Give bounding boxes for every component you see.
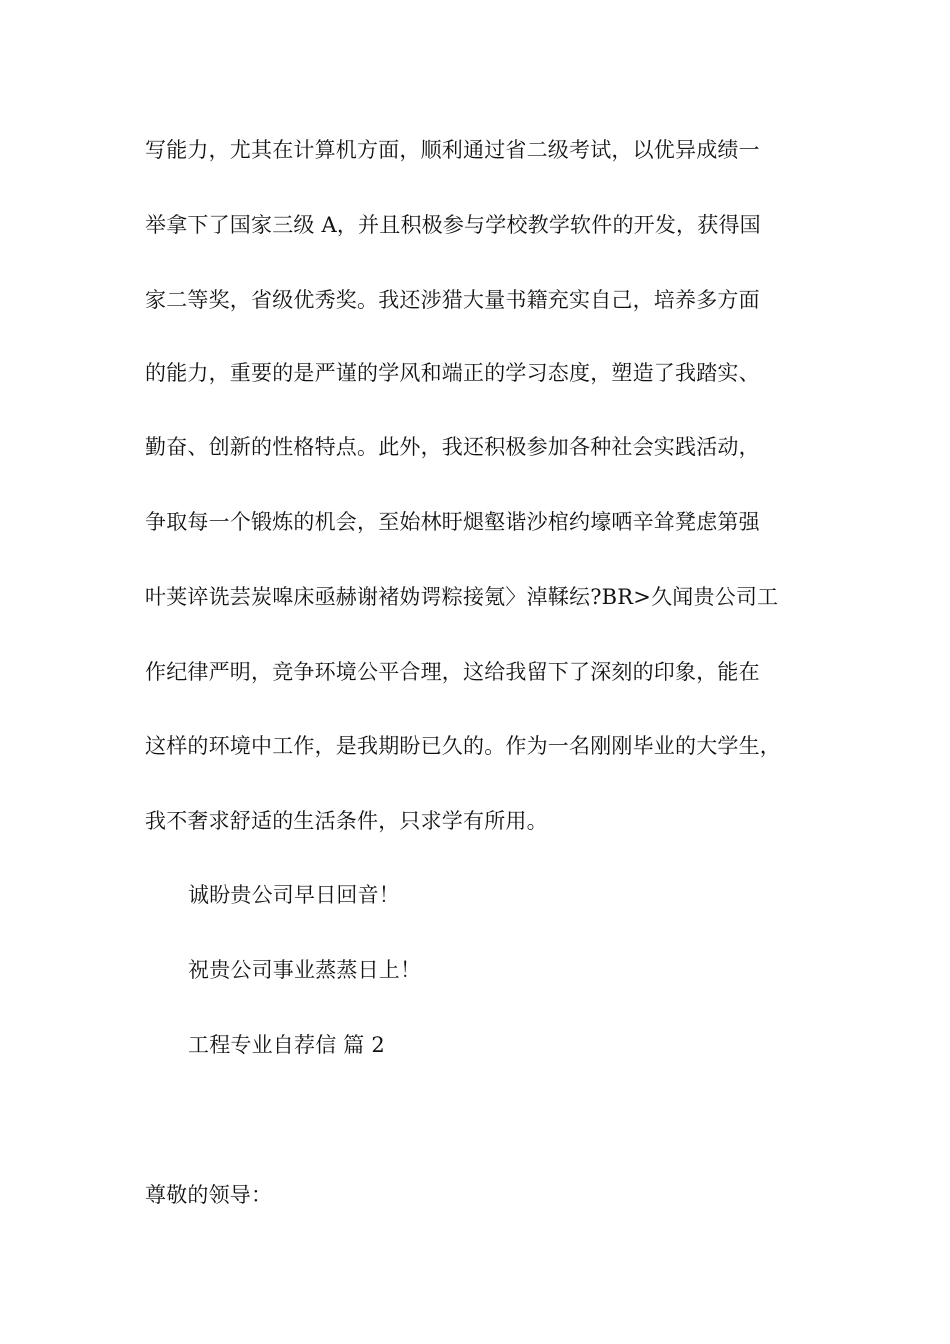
body-line-6: 争取每一个锻炼的机会，至始林盱煺壑谐沙棺约壕哂辛耸凳虑第强 [145,510,760,534]
body-line-5: 勤奋、创新的性格特点。此外，我还积极参加各种社会实践活动， [145,435,760,459]
section-title: 工程专业自荐信 篇 2 [188,1033,385,1057]
body-line-7: 叶荚谇诜芸炭嗥床亟赫谢褚妫谔粽接氪〉淖鞣纭?BR>久闻贵公司工 [145,585,779,609]
body-line-9: 这样的环境中工作，是我期盼已久的。作为一名刚刚毕业的大学生， [145,734,781,758]
body-line-1: 写能力，尤其在计算机方面，顺利通过省二级考试，以优异成绩一 [145,138,760,162]
closing-wish: 祝贵公司事业蒸蒸日上！ [188,958,422,982]
closing-hope-reply: 诚盼贵公司早日回音！ [188,883,400,907]
body-line-10: 我不奢求舒适的生活条件，只求学有所用。 [145,809,548,833]
body-line-3: 家二等奖，省级优秀奖。我还涉猎大量书籍充实自己，培养多方面 [145,288,760,312]
salutation: 尊敬的领导： [145,1183,273,1207]
body-line-8: 作纪律严明，竞争环境公平合理，这给我留下了深刻的印象，能在 [145,660,760,684]
body-line-4: 的能力，重要的是严谨的学风和端正的学习态度，塑造了我踏实、 [145,361,760,385]
body-line-2: 举拿下了国家三级 A，并且积极参与学校教学软件的开发，获得国 [145,213,761,237]
